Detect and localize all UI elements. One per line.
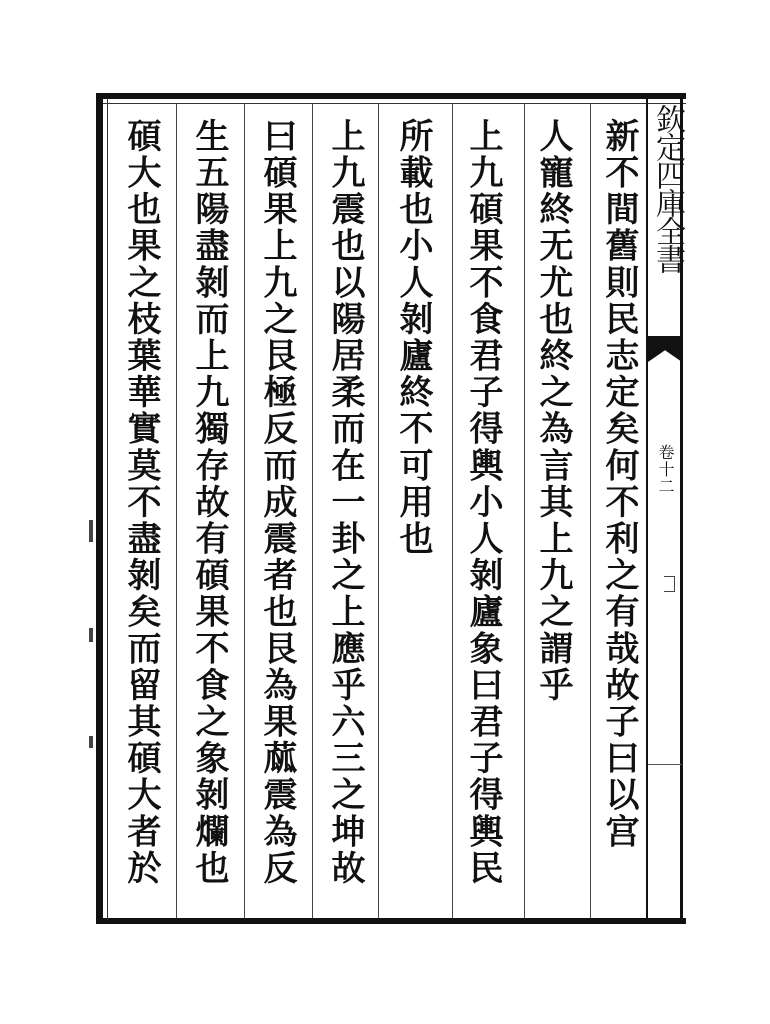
page-edge-mark	[89, 736, 93, 748]
column-rule	[176, 104, 177, 918]
frame-left-border	[96, 93, 103, 924]
column-rule	[452, 104, 453, 918]
center-gutter-line	[646, 98, 648, 920]
frame-top-border	[98, 93, 686, 99]
column-rule	[378, 104, 379, 918]
volume-number: 卷十二	[656, 444, 675, 495]
text-column-2: 人寵終无尤也終之為言其上九之謂乎	[533, 118, 573, 704]
gutter-tick	[648, 764, 682, 765]
text-column-7: 生五陽盡剝而上九獨存故有碩果不食之象剝爛也	[189, 118, 229, 887]
text-column-6: 曰碩果上九之艮極反而成震者也艮為果蓏震為反	[257, 118, 297, 887]
book-title: 欽定四庫全書	[650, 104, 685, 272]
text-column-3: 上九碩果不食君子得輿小人剝廬象曰君子得輿民	[463, 118, 503, 887]
page-edge-mark	[89, 520, 93, 542]
text-column-5: 上九震也以陽居柔而在一卦之上應乎六三之坤故	[325, 118, 365, 887]
column-rule	[244, 104, 245, 918]
frame-left-inner-border	[107, 98, 108, 920]
frame-top-inner-border	[98, 103, 686, 104]
column-rule	[590, 104, 591, 918]
column-rule	[524, 104, 525, 918]
text-column-8: 碩大也果之枝葉華實莫不盡剝矣而留其碩大者於	[121, 118, 161, 887]
text-column-4: 所載也小人剝廬終不可用也	[393, 118, 433, 558]
fish-tail-mark-icon	[648, 336, 682, 362]
text-column-1: 新不間舊則民志定矣何不利之有哉故子曰以宫	[599, 118, 639, 850]
margin-mark-icon	[664, 576, 675, 592]
frame-bottom-border	[98, 918, 686, 924]
page-edge-mark	[89, 628, 93, 642]
column-rule	[312, 104, 313, 918]
